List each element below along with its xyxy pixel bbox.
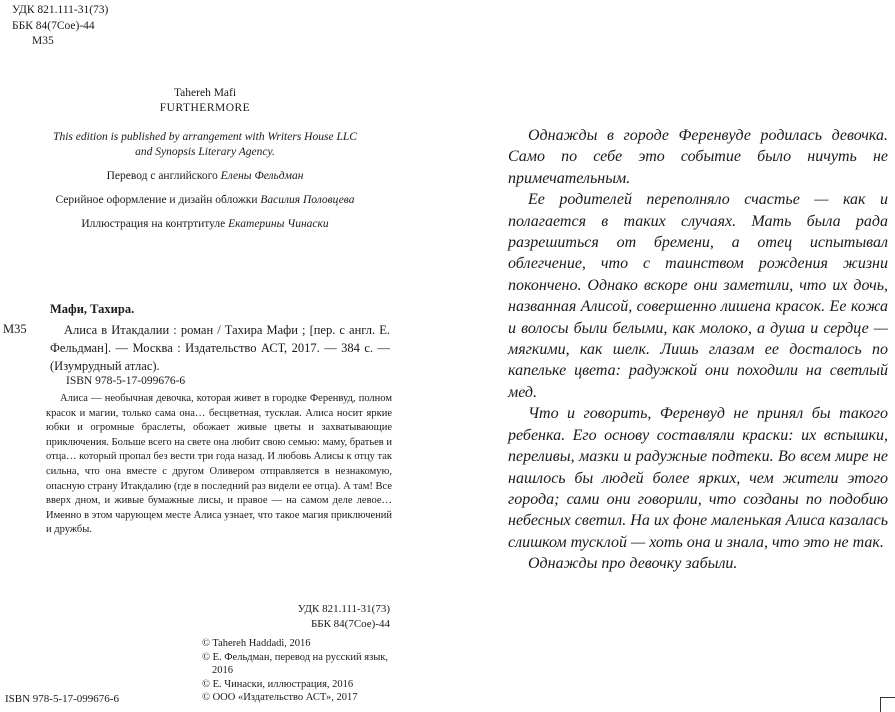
design-credit	[0, 193, 410, 208]
translator-name: Елены Фельдман	[220, 170, 304, 182]
credits-block	[0, 86, 410, 232]
story-text	[508, 125, 888, 575]
copyright-line: © Tahereh Haddadi, 2016	[202, 638, 311, 649]
original-title: FURTHERMORE	[159, 102, 251, 114]
illustration-prefix: Иллюстрация на контртитуле	[81, 218, 229, 230]
original-author: Tahereh Mafi	[173, 87, 237, 99]
bbk-code-repeat: ББК 84(7Сое)-44	[310, 618, 390, 630]
udc-code: УДК 821.111-31(73)	[12, 4, 109, 16]
isbn-footer: ISBN 978-5-17-099676-6	[5, 693, 119, 705]
catalog-code: М35	[3, 322, 27, 336]
book-annotation: Алиса — необычная девочка, которая живет в городке Ференвуд, полном красок и магии, только сама она… бесцветная, тусклая. Алиса носит яркие юбки и огромные браслеты, обожает живые цветы и захватывающие приключения. Больше всего на свете она любит свою семью: маму, братьев и отца… который пропал без вести три года назад. И любовь Алисы к отцу так сильна, что она вместе с другом Оливером отправляется в незнакомую, опасную страну Итакдалию (где в последний раз видели ее отца). А там! Все вверх дном, и живые бумажные лисы, и правое — на самом деле левое… Именно в этом чарующем месте Алиса узнает, что такое магия приключений и дружбы.	[46, 393, 392, 536]
design-prefix: Серийное оформление и дизайн обложки	[55, 194, 261, 206]
catalog-record: Алиса в Итакдалии : роман / Тахира Мафи ; [пер. с англ. Е. Фельдман]. — Москва : Издательство АСТ, 2017. — 384 с. — (Изумрудный атлас).	[50, 323, 390, 373]
story-paragraph: Что и говорить, Ференвуд не принял бы такого ребенка. Его основу составляли краски: их вспышки, переливы, мазки и радужные подтеки. Во всем мире не нашлось бы людей более ярких, чем жители этого города; сами они говорили, что созданы по подобию небесных светил. На их фоне маленькая Алиса казалась слишком тусклой — хоть она и знала, что это не так.	[508, 405, 888, 551]
copyright-line: © Е. Чинаски, иллюстрация, 2016	[202, 678, 354, 690]
copyright-line: © Е. Фельдман, перевод на русский язык, 2016	[202, 651, 388, 676]
story-paragraph: Ее родителей переполняло счастье — как и полагается в таких случаях. Мать была рада разрешиться от бремени, а отец испытывал облегчение, что с таинством рождения жизни покончено. Однако вскоре они заметили, что их дочь, названная Алисой, совершенно лишена красок. Ее кожа и волосы были белыми, как молоко, а душа и сердце — мягкими, как шелк. Лишь глазам ее досталось по капельке цвета: радужкой они походили на светлый мед.	[508, 191, 888, 401]
copyright-line: © ООО «Издательство АСТ», 2017	[202, 692, 358, 703]
illustration-credit	[0, 217, 410, 232]
classification-codes-repeat	[250, 602, 390, 632]
crop-mark	[880, 697, 895, 712]
catalog-author: Мафи, Тахира.	[50, 302, 135, 316]
translation-credit	[0, 169, 410, 184]
udc-code-repeat: УДК 821.111-31(73)	[297, 603, 390, 615]
copyright-notices	[202, 637, 402, 705]
illustrator-name: Екатерины Чинаски	[228, 218, 329, 230]
designer-name: Василия Половцева	[260, 194, 355, 206]
author-mark: М35	[32, 35, 54, 47]
classification-codes	[12, 3, 108, 50]
story-paragraph: Однажды в городе Ференвуде родилась девочка. Само по себе это событие было ничуть не примечательным.	[508, 127, 888, 187]
bbk-code: ББК 84(7Сое)-44	[12, 19, 95, 32]
edition-notice-line2: and Synopsis Literary Agency.	[135, 146, 275, 158]
story-paragraph: Однажды про девочку забыли.	[528, 555, 738, 573]
translation-prefix: Перевод с английского	[106, 170, 221, 182]
catalog-isbn: ISBN 978-5-17-099676-6	[66, 375, 186, 387]
edition-notice-line1: This edition is published by arrangement with Writers House LLC	[53, 131, 357, 143]
